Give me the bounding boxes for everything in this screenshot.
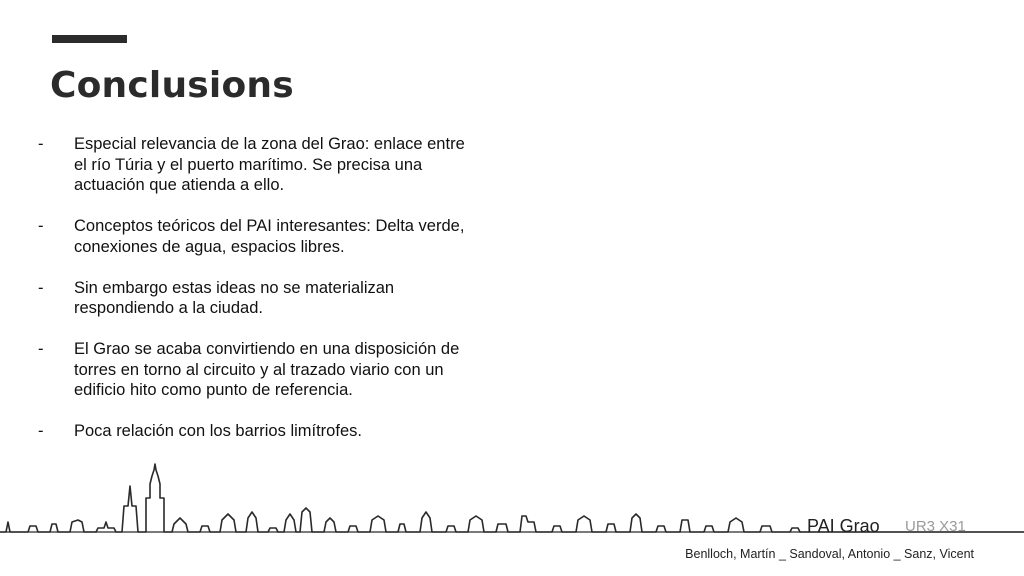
bullet-dash: - bbox=[38, 217, 44, 236]
bullet-dash: - bbox=[38, 422, 44, 441]
bullet-item bbox=[38, 339, 478, 401]
bullet-text: Sin embargo estas ideas no se materializan respondiendo a la ciudad. bbox=[74, 278, 395, 318]
project-name: PAI Grao bbox=[807, 516, 880, 536]
bullet-text: El Grao se acaba convirtiendo en una disposición de torres en torno al circuito y al trazado viario con un edificio hito como punto de referencia. bbox=[74, 339, 460, 400]
bullet-text: Conceptos teóricos del PAI interesantes: Delta verde, conexiones de agua, espacios libres. bbox=[74, 217, 465, 256]
bullet-dash: - bbox=[38, 278, 44, 297]
bullet-text: Especial relevancia de la zona del Grao: enlace entre el río Túria y el puerto marítimo. Se precisa una actuación que atienda a ello. bbox=[74, 135, 465, 195]
bullet-text: Poca relación con los barrios limítrofes. bbox=[74, 422, 362, 441]
title-accent-bar bbox=[52, 35, 127, 43]
bullet-dash: - bbox=[38, 339, 44, 358]
bullet-item bbox=[38, 278, 478, 319]
slide-title: Conclusions bbox=[50, 65, 294, 106]
bullet-dash: - bbox=[38, 135, 44, 153]
authors-credit: Benlloch, Martín _ Sandoval, Antonio _ Sanz, Vicent bbox=[685, 547, 974, 561]
bullet-item bbox=[38, 421, 478, 442]
bullet-list bbox=[38, 134, 478, 462]
bullet-item bbox=[38, 216, 478, 257]
bullet-item bbox=[38, 134, 478, 196]
project-code: UR3 X31 bbox=[905, 518, 966, 535]
